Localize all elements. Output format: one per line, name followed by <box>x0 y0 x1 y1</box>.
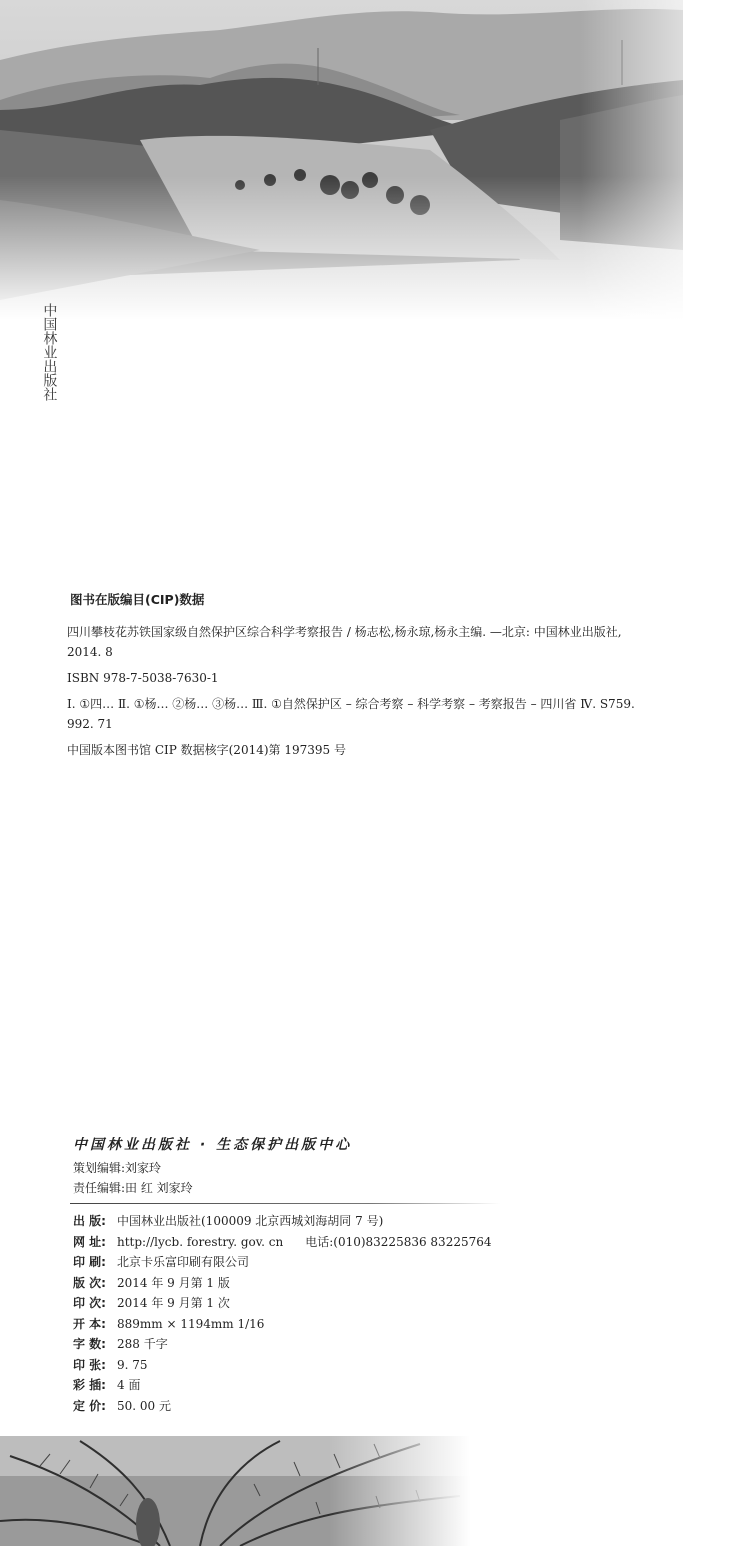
cip-heading: 图书在版编目(CIP)数据 <box>70 592 205 607</box>
imprint-label: 印 张: <box>73 1357 106 1372</box>
imprint-label: 网 址: <box>73 1234 106 1249</box>
cip-isbn: ISBN 978-7-5038-7630-1 <box>67 671 219 685</box>
imprint-row-price <box>73 1396 503 1417</box>
imprint-row-format <box>73 1314 503 1335</box>
imprint-row-color-plates <box>73 1375 503 1396</box>
imprint-value: 50. 00 元 <box>117 1398 171 1413</box>
imprint-label: 印 刷: <box>73 1255 106 1269</box>
imprint-label: 字 数: <box>73 1337 106 1351</box>
cip-title-line: 四川攀枝花苏铁国家级自然保护区综合科学考察报告 / 杨志松,杨永琼,杨永主编. —北京: 中国林业出版社, 2014. 8 <box>67 625 622 659</box>
imprint-value: 2014 年 9 月第 1 次 <box>117 1296 230 1310</box>
publisher-vertical-text: 中国林业出版社 <box>41 303 58 401</box>
imprint-block <box>73 1120 503 1416</box>
responsible-editor: 责任编辑:田 红 刘家玲 <box>73 1181 193 1195</box>
publishing-center-title: 中国林业出版社 · 生态保护出版中心 <box>73 1137 353 1153</box>
imprint-value: 4 面 <box>117 1378 141 1392</box>
imprint-row-edition <box>73 1273 503 1294</box>
cip-check-number: 中国版本图书馆 CIP 数据核字(2014)第 197395 号 <box>67 743 346 757</box>
cycad-photo <box>0 1436 470 1546</box>
imprint-label: 版 次: <box>73 1275 106 1290</box>
website-url[interactable]: http://lycb. forestry. gov. cn <box>117 1234 284 1249</box>
imprint-label: 出 版: <box>73 1214 106 1228</box>
publisher-vertical-name <box>40 303 58 401</box>
imprint-row-printer <box>73 1252 503 1273</box>
imprint-label: 开 本: <box>73 1316 106 1331</box>
imprint-value: 北京卡乐富印刷有限公司 <box>117 1255 250 1269</box>
imprint-row-sheets <box>73 1355 503 1376</box>
imprint-row-website <box>73 1232 503 1253</box>
imprint-value: 889mm × 1194mm 1/16 <box>117 1316 265 1331</box>
imprint-row-publisher <box>73 1211 503 1232</box>
imprint-label: 定 价: <box>73 1398 106 1413</box>
imprint-row-wordcount <box>73 1334 503 1355</box>
imprint-value: 2014 年 9 月第 1 版 <box>117 1275 230 1290</box>
imprint-value: 中国林业出版社(100009 北京西城刘海胡同 7 号) <box>117 1214 384 1228</box>
landscape-photo <box>0 0 683 320</box>
imprint-divider <box>70 1203 500 1204</box>
cip-data-block <box>67 590 647 760</box>
planning-editor: 策划编辑:刘家玲 <box>73 1161 162 1175</box>
cip-classification: Ⅰ. ①四… Ⅱ. ①杨… ②杨… ③杨… Ⅲ. ①自然保护区 – 综合考察 – 科学考察 – 考察报告 – 四川省 Ⅳ. S759. 992. 71 <box>67 697 635 731</box>
phone-numbers: 电话:(010)83225836 83225764 <box>305 1234 492 1249</box>
imprint-row-printing <box>73 1293 503 1314</box>
imprint-label: 彩 插: <box>73 1378 106 1392</box>
imprint-label: 印 次: <box>73 1296 106 1310</box>
imprint-value: 9. 75 <box>117 1357 148 1372</box>
imprint-value: 288 千字 <box>117 1337 168 1351</box>
